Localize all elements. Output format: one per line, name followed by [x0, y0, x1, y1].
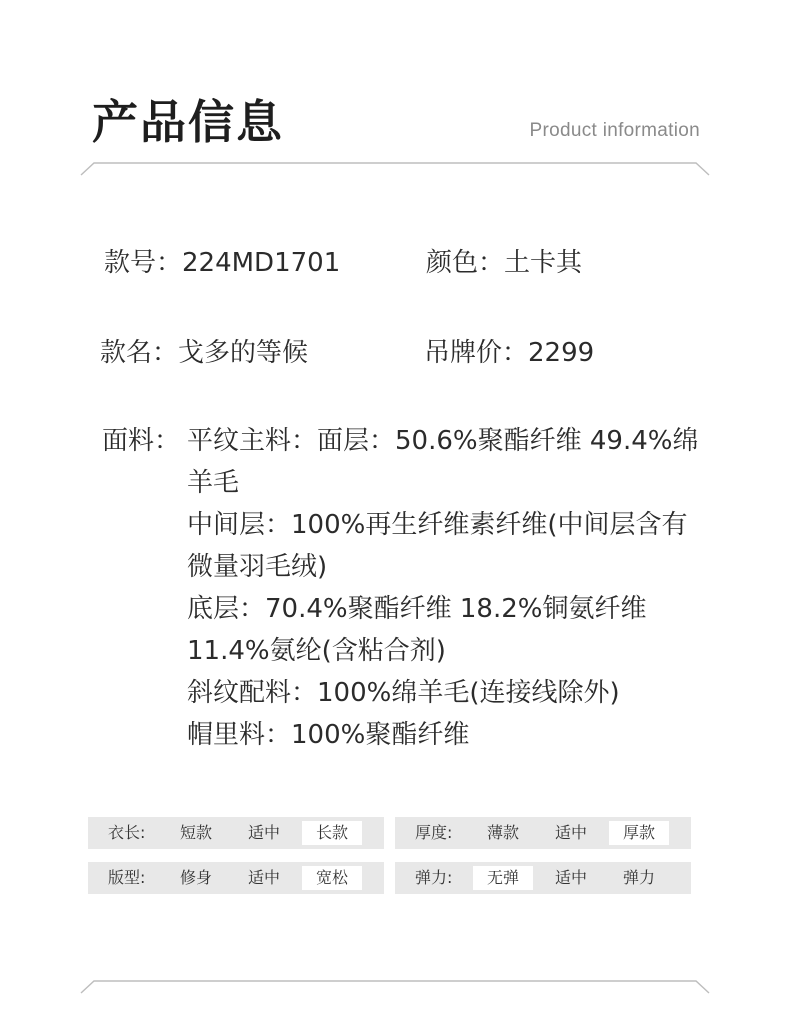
attribute-thickness: [395, 817, 691, 849]
attribute-option: 适中: [555, 823, 588, 842]
material-line: 微量羽毛绒): [187, 552, 328, 582]
material-line: 底层：70.4%聚酯纤维 18.2%铜氨纤维: [187, 594, 647, 624]
material-line: 斜纹配料：100%绵羊毛(连接线除外): [187, 678, 620, 708]
material-line: 11.4%氨纶(含粘合剂): [187, 636, 446, 666]
attribute-option: 弹力: [623, 868, 656, 887]
attribute-option: 适中: [248, 868, 281, 887]
attribute-length: [88, 817, 384, 849]
material-lines: [187, 420, 727, 756]
attribute-label: 厚度:: [415, 823, 453, 842]
attribute-label: 版型:: [108, 868, 146, 887]
material-line: 中间层：100%再生纤维素纤维(中间层含有: [187, 510, 688, 540]
attribute-option: 薄款: [487, 823, 520, 842]
material-line: 羊毛: [187, 468, 240, 498]
material-line: 帽里料：100%聚酯纤维: [187, 720, 470, 750]
page-title: 产品信息: [92, 95, 284, 149]
attribute-option: 短款: [180, 823, 213, 842]
attribute-option: 厚款: [609, 821, 669, 845]
attribute-label: 衣长:: [108, 823, 146, 842]
attribute-label: 弹力:: [415, 868, 453, 887]
material-line: 平纹主料：面层：50.6%聚酯纤维 49.4%绵: [187, 426, 699, 456]
color-value: 颜色：土卡其: [426, 248, 583, 278]
attribute-option: 宽松: [302, 866, 362, 890]
attribute-elasticity: [395, 862, 691, 894]
page-subtitle: Product information: [529, 120, 700, 141]
tag-price: 吊牌价：2299: [424, 338, 595, 368]
material-label: 面料：: [102, 426, 181, 456]
attribute-option: 无弹: [473, 866, 533, 890]
style-number: 款号：224MD1701: [104, 248, 341, 278]
attribute-option: 适中: [248, 823, 281, 842]
style-name: 款名：戈多的等候: [100, 338, 309, 368]
attribute-option: 适中: [555, 868, 588, 887]
attribute-option: 修身: [180, 868, 213, 887]
attribute-fit: [88, 862, 384, 894]
attribute-option: 长款: [302, 821, 362, 845]
bottom-divider: [80, 978, 710, 994]
top-divider: [80, 160, 710, 176]
